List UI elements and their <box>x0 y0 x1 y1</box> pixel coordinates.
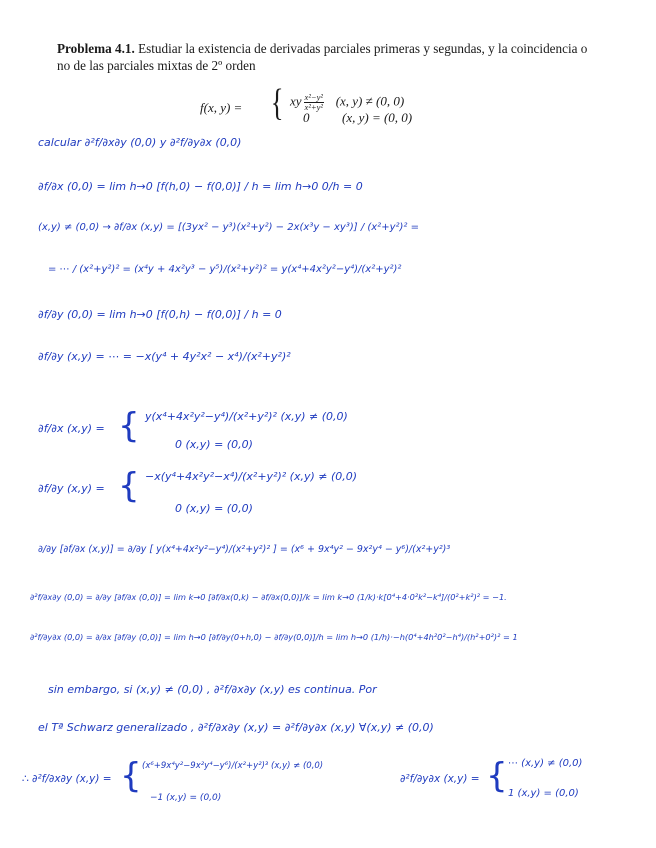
note-fx-brace: { <box>118 406 140 446</box>
note-fy-case2: 0 (x,y) = (0,0) <box>175 502 253 515</box>
note-final-brace: { <box>120 756 142 796</box>
note-calcular: calcular ∂²f/∂x∂y (0,0) y ∂²f/∂y∂x (0,0) <box>38 136 242 149</box>
note-sin-embargo: sin embargo, si (x,y) ≠ (0,0) , ∂²f/∂x∂y (x,y) es continua. Por <box>48 683 377 696</box>
note-final2-case1: ⋯ (x,y) ≠ (0,0) <box>508 758 583 769</box>
note-mixed-derivative: ∂/∂y [∂f/∂x (x,y)] = ∂/∂y [ y(x⁴+4x²y²−y⁴)/(x²+y²)² ] = (x⁶ + 9x⁴y² − 9x²y⁴ − y⁶)/(x²+y²)³ <box>38 544 451 555</box>
note-schwarz: el Tª Schwarz generalizado , ∂²f/∂x∂y (x,y) = ∂²f/∂y∂x (x,y) ∀(x,y) ≠ (0,0) <box>38 721 434 734</box>
definition-case-1: xy $\frac{\text{x²−y²}}{\text{x²+y²}}$ (x, y) ≠ (0, 0) <box>290 92 405 112</box>
definition-lhs: f(x, y) = <box>200 100 243 115</box>
note-fxy00: ∂²f/∂x∂y (0,0) = ∂/∂y [∂f/∂x (0,0)] = lim k→0 [∂f/∂x(0,k) − ∂f/∂x(0,0)]/k = lim k→0 (1/k)·k[0⁴+4·0²k²−k⁴]/(0²+k²)² = −1. <box>30 592 507 602</box>
note-fy-brace: { <box>118 466 140 506</box>
note-fy-lhs: ∂f/∂y (x,y) = <box>38 482 105 495</box>
note-final2-case2: 1 (x,y) = (0,0) <box>508 788 579 799</box>
note-fx-case1: y(x⁴+4x²y²−y⁴)/(x²+y²)² (x,y) ≠ (0,0) <box>145 410 348 423</box>
note-fx-case2: 0 (x,y) = (0,0) <box>175 438 253 451</box>
note-final2-brace: { <box>486 756 508 796</box>
note-final-case1: (x⁶+9x⁴y²−9x²y⁴−y⁶)/(x²+y²)³ (x,y) ≠ (0,0) <box>142 761 324 771</box>
note-final2-lhs: ∂²f/∂y∂x (x,y) = <box>400 773 480 785</box>
problem-label: Problema 4.1. <box>57 41 135 56</box>
note-fyx00: ∂²f/∂y∂x (0,0) = ∂/∂x [∂f/∂y (0,0)] = lim h→0 [∂f/∂y(0+h,0) − ∂f/∂y(0,0)]/h = lim h→0 (1/h)·−h(0⁴+4h²0²−h⁴)/(h²+0²)² = 1 <box>30 632 518 642</box>
note-final-case2: −1 (x,y) = (0,0) <box>150 793 222 803</box>
definition-brace: { <box>270 82 284 124</box>
note-fx-general-b: = ⋯ / (x²+y²)² = (x⁴y + 4x²y³ − y⁵)/(x²+y²)² = y(x⁴+4x²y²−y⁴)/(x²+y²)² <box>48 264 402 275</box>
definition-case-2: 0 (x, y) = (0, 0) <box>303 110 413 125</box>
problem-text: Estudiar la existencia de derivadas parciales primeras y segundas, y la coincidencia o no de las parciales mixtas de 2º orden <box>57 41 588 73</box>
note-fx-general-a: (x,y) ≠ (0,0) → ∂f/∂x (x,y) = [(3yx² − y³)(x²+y²) − 2x(x³y − xy³)] / (x²+y²)² = <box>38 222 419 233</box>
note-fx-lhs: ∂f/∂x (x,y) = <box>38 422 105 435</box>
note-fy00: ∂f/∂y (0,0) = lim h→0 [f(0,h) − f(0,0)] / h = 0 <box>38 308 282 321</box>
note-fy-general: ∂f/∂y (x,y) = ⋯ = −x(y⁴ + 4y²x² − x⁴)/(x²+y²)² <box>38 350 291 363</box>
note-fx00: ∂f/∂x (0,0) = lim h→0 [f(h,0) − f(0,0)] / h = lim h→0 0/h = 0 <box>38 180 363 193</box>
note-final-lhs: ∴ ∂²f/∂x∂y (x,y) = <box>22 773 112 785</box>
note-fy-case1: −x(y⁴+4x²y²−x⁴)/(x²+y²)² (x,y) ≠ (0,0) <box>145 470 358 483</box>
